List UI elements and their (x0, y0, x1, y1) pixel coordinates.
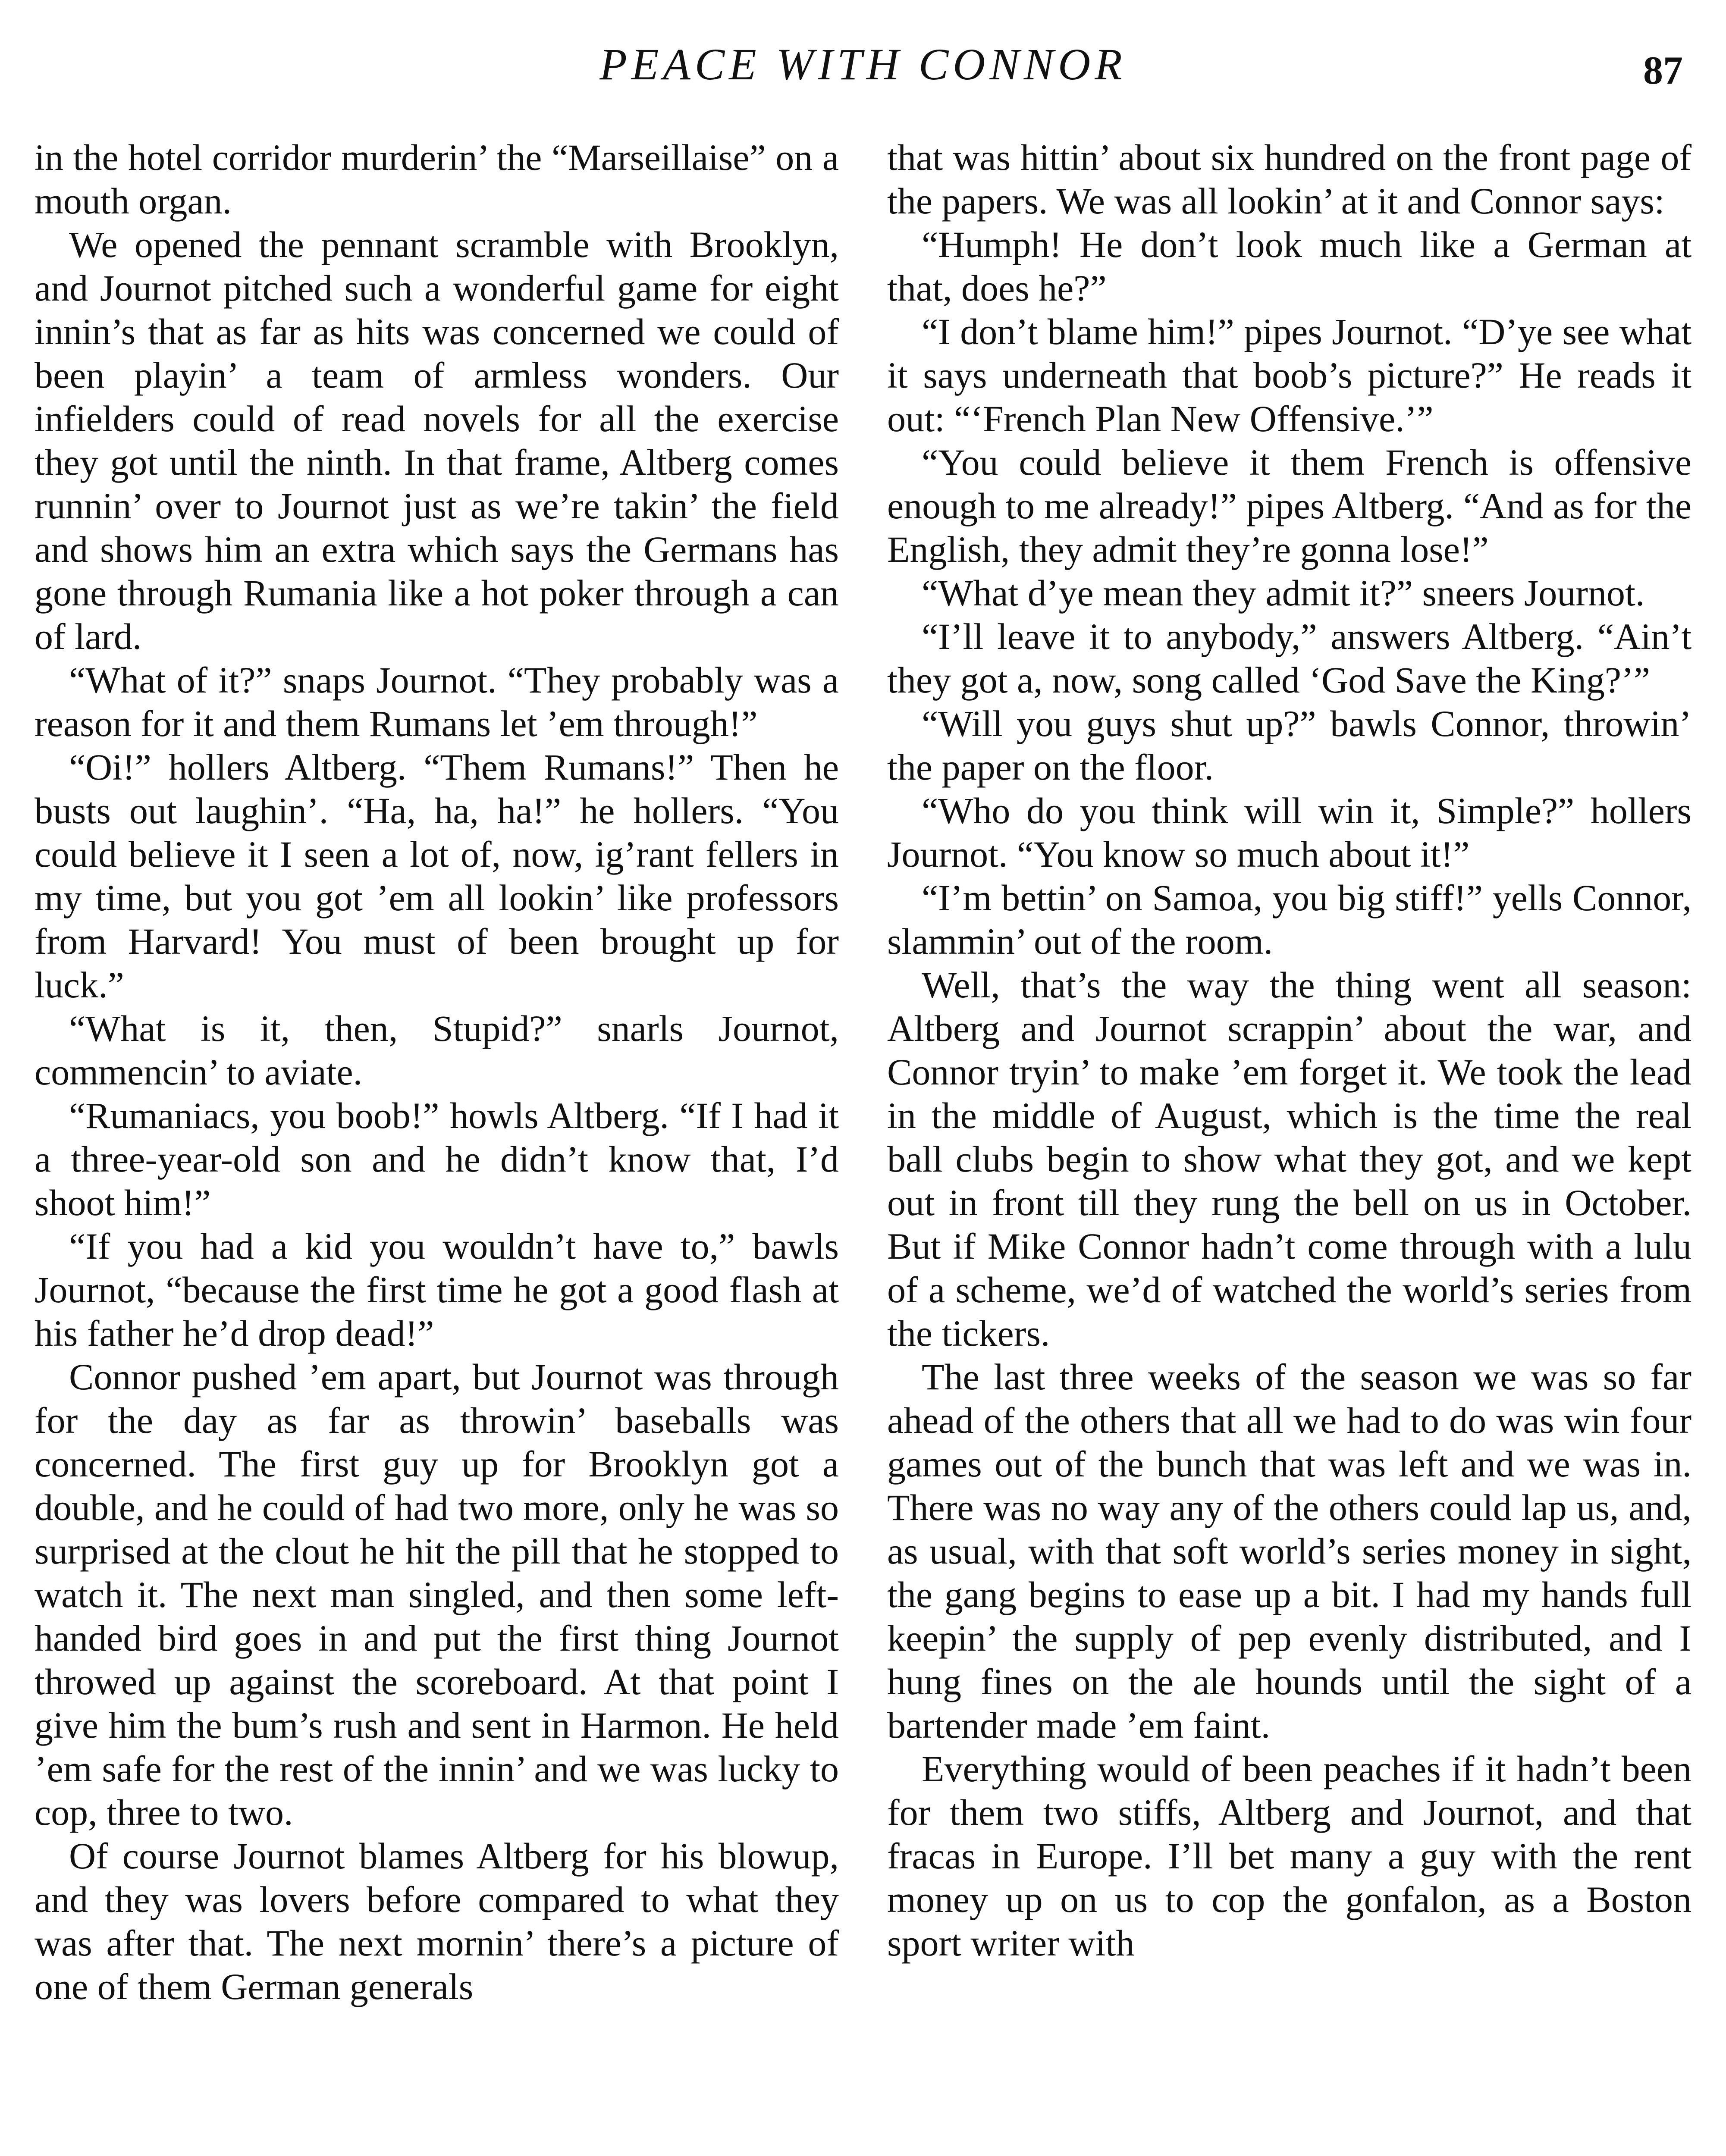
paragraph: that was hittin’ about six hundred on the front page of the papers. We was all lookin’ at it and Connor says: (887, 137, 1691, 222)
paragraph: “Who do you think will win it, Simple?” hollers Journot. “You know so much about it!” (887, 790, 1691, 875)
paragraph: “What d’ye mean they admit it?” sneers Journot. (922, 572, 1645, 614)
paragraph: “If you had a kid you wouldn’t have to,” bawls Journot, “because the first time he got a good flash at his father he’d drop dead!” (35, 1225, 839, 1354)
paragraph: “I’m bettin’ on Samoa, you big stiff!” yells Connor, slammin’ out of the room. (887, 877, 1691, 962)
paragraph: Well, that’s the way the thing went all season: Altberg and Journot scrappin’ about the war, and Connor tryin’ to make ’em forget it. We took the lead in the middle of August, which is the time the real ball clubs begin to show what they got, and we kept out in front till they rung the bell on us in October. But if Mike Connor hadn’t come through with a lulu of a scheme, we’d of watched the world’s series from the tickers. (887, 964, 1691, 1354)
paragraph: The last three weeks of the season we was so far ahead of the others that all we had to do was win four games out of the bunch that was left and we was in. There was no way any of the others could lap us, and, as usual, with that soft world’s series money in sight, the gang begins to ease up a bit. I had my hands full keepin’ the supply of pep evenly distributed, and I hung fines on the ale hounds until the sight of a bartender made ’em faint. (887, 1356, 1691, 1746)
running-title: PEACE WITH CONNOR (599, 40, 1127, 89)
paragraph: “Rumaniacs, you boob!” howls Altberg. “If I had it a three-year-old son and he didn’t know that, I’d shoot him!” (35, 1095, 839, 1223)
paragraph: “Will you guys shut up?” bawls Connor, throwin’ the paper on the floor. (887, 703, 1691, 788)
article-body (35, 136, 1691, 2156)
paragraph: We opened the pennant scramble with Brooklyn, and Journot pitched such a wonderful game for eight innin’s that as far as hits was concerned we could of been playin’ a team of armless wonders. Our infielders could of read novels for all the exercise they got until the ninth. In that frame, Altberg comes runnin’ over to Journot just as we’re takin’ the field and shows him an extra which says the Germans has gone through Rumania like a hot poker through a can of lard. (35, 224, 839, 657)
paragraph: Everything would of been peaches if it hadn’t been for them two stiffs, Altberg and Journot, and that fracas in Europe. I’ll bet many a guy with the rent money up on us to cop the gonfalon, as a Boston sport writer with (887, 1748, 1691, 1964)
paragraph: “Oi!” hollers Altberg. “Them Rumans!” Then he busts out laughin’. “Ha, ha, ha!” he hollers. “You could believe it I seen a lot of, now, ig’rant fellers in my time, but you got ’em all lookin’ like professors from Harvard! You must of been brought up for luck.” (35, 746, 839, 1006)
page-header (35, 9, 1691, 121)
left-column (35, 136, 839, 2156)
right-column (887, 136, 1691, 2156)
paragraph: “I’ll leave it to anybody,” answers Altberg. “Ain’t they got a, now, song called ‘God Save the King?’” (887, 616, 1691, 701)
paragraph: “What of it?” snaps Journot. “They probably was a reason for it and them Rumans let ’em through!” (35, 659, 839, 744)
paragraph: “Humph! He don’t look much like a German at that, does he?” (887, 224, 1691, 309)
page-number: 87 (1643, 48, 1683, 92)
paragraph: in the hotel corridor murderin’ the “Marseillaise” on a mouth organ. (35, 137, 839, 222)
paragraph: “I don’t blame him!” pipes Journot. “D’ye see what it says underneath that boob’s picture?” He reads it out: “‘French Plan New Offensive.’” (887, 311, 1691, 439)
paragraph: “What is it, then, Stupid?” snarls Journot, commencin’ to aviate. (35, 1008, 839, 1093)
paragraph: “You could believe it them French is offensive enough to me already!” pipes Altberg. “And as for the English, they admit they’re gonna lose!” (887, 442, 1691, 570)
paragraph: Of course Journot blames Altberg for his blowup, and they was lovers before compared to what they was after that. The next mornin’ there’s a picture of one of them German generals (35, 1835, 839, 2007)
paragraph: Connor pushed ’em apart, but Journot was through for the day as far as throwin’ baseballs was concerned. The first guy up for Brooklyn got a double, and he could of had two more, only he was so surprised at the clout he hit the pill that he stopped to watch it. The next man singled, and then some left-handed bird goes in and put the first thing Journot throwed up against the scoreboard. At that point I give him the bum’s rush and sent in Harmon. He held ’em safe for the rest of the innin’ and we was lucky to cop, three to two. (35, 1356, 839, 1833)
